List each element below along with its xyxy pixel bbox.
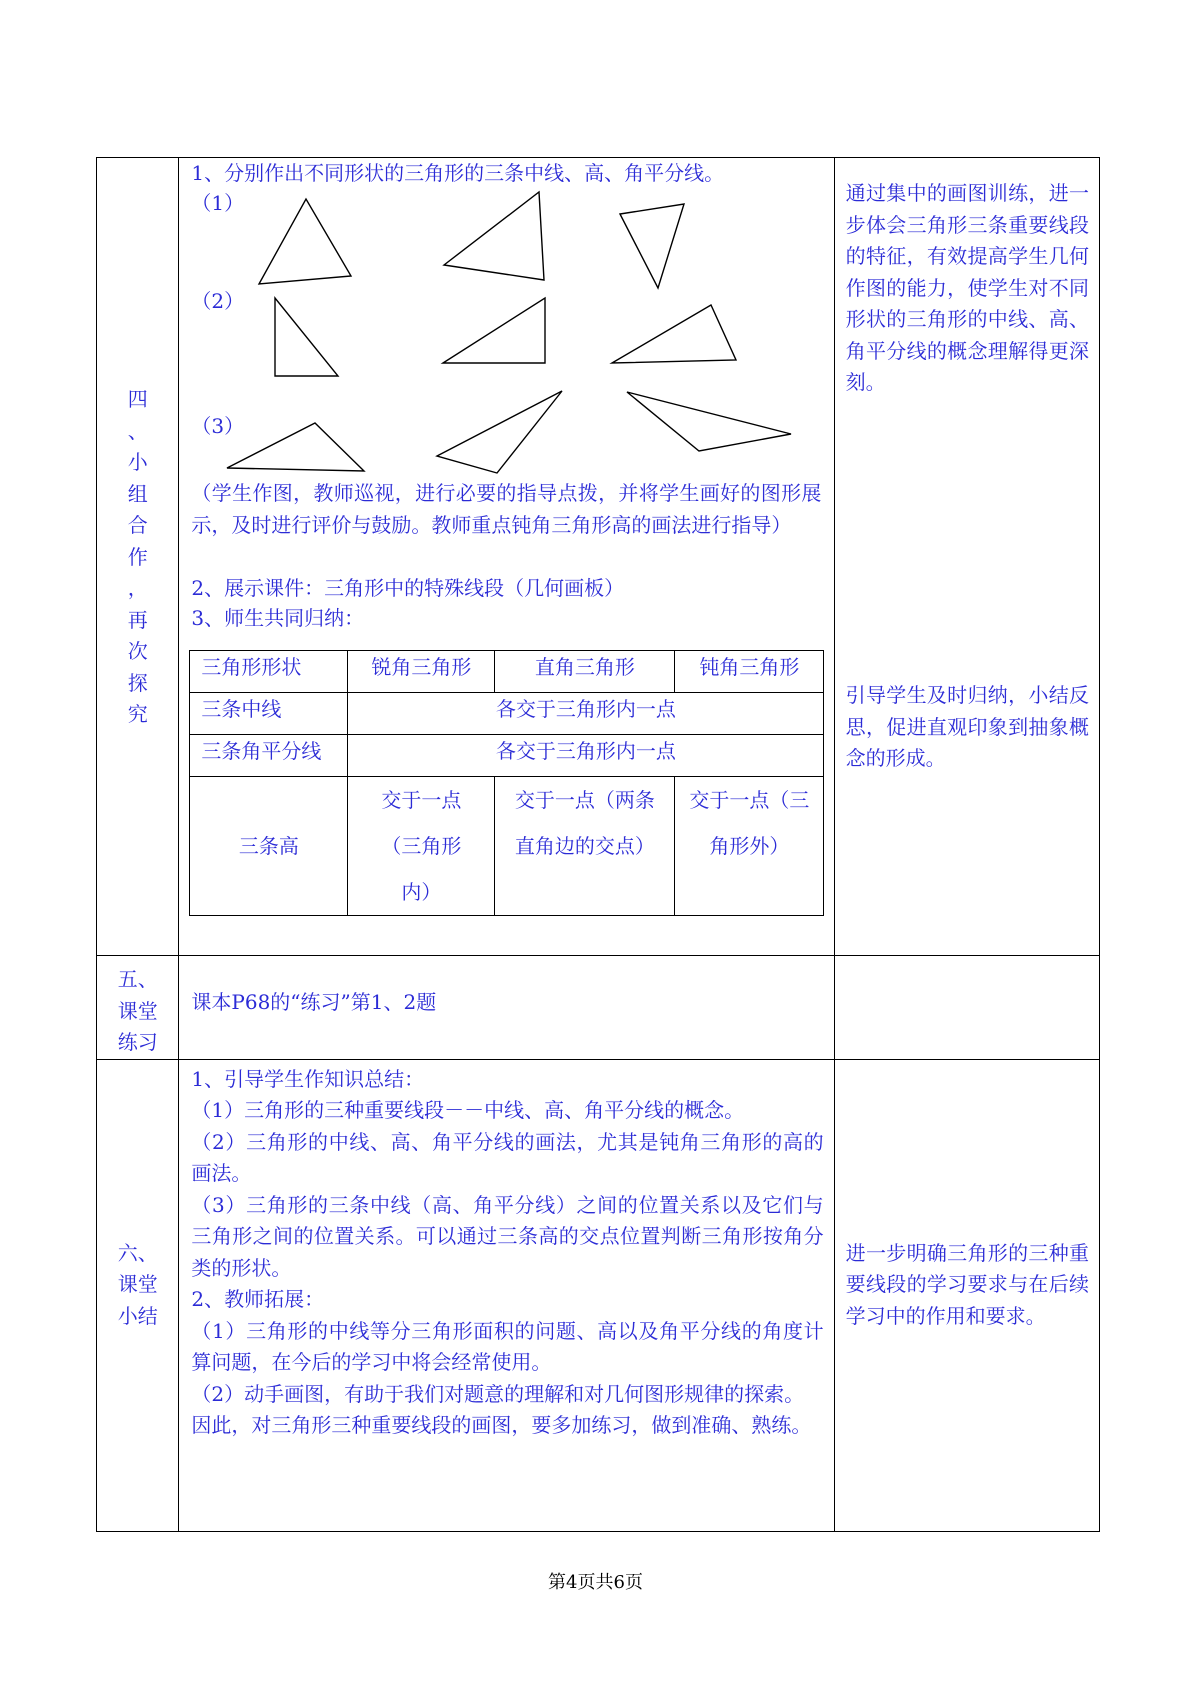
summary-heights-row bbox=[190, 777, 824, 916]
summary-line: 2、教师拓展： bbox=[191, 1287, 325, 1311]
note-clarify: 进一步明确三角形的三种重要线段的学习要求与在后续学习中的作用和要求。 bbox=[845, 1240, 1089, 1328]
task-1-text: 1、分别作出不同形状的三角形的三条中线、高、角平分线。 bbox=[191, 161, 725, 185]
summary-line: （1）三角形的中线等分三角形面积的问题、高以及角平分线的角度计算问题，在今后的学习中将会经常使用。 bbox=[191, 1318, 824, 1374]
summary-bisectors-row bbox=[190, 735, 824, 777]
heights-acute-line: 内） bbox=[401, 880, 442, 904]
heights-acute-line: （三角形 bbox=[381, 834, 462, 858]
task-3-text: 3、师生共同归纳： bbox=[191, 606, 365, 630]
note-drawing-training: 通过集中的画图训练，进一步体会三角形三条重要线段的特征，有效提高学生几何作图的能力，使学生对不同形状的三角形的中线、高、角平分线的概念理解得更深刻。 bbox=[845, 181, 1089, 394]
triangle-obtuse-3 bbox=[227, 423, 364, 471]
summary-line: （2）动手画图，有助于我们对题意的理解和对几何图形规律的探索。 bbox=[191, 1381, 805, 1406]
triangle-acute-1 bbox=[259, 199, 351, 284]
triangle-obtuse-1 bbox=[444, 192, 544, 280]
heights-obtuse bbox=[675, 777, 824, 916]
stage-line: 课堂 bbox=[117, 1272, 158, 1296]
summary-line: （2）三角形的中线、高、角平分线的画法，尤其是钝角三角形的高的画法。 bbox=[191, 1129, 824, 1185]
stage-line: 小结 bbox=[117, 1303, 158, 1328]
stage-line: 五、 bbox=[117, 967, 158, 991]
summary-medians-row bbox=[190, 693, 824, 735]
triangle-right-1 bbox=[275, 298, 338, 376]
bisectors-value: 各交于三角形内一点 bbox=[348, 735, 824, 777]
stage-char: 探 bbox=[127, 670, 148, 695]
page-footer: 第4页共6页 bbox=[548, 1572, 643, 1593]
task-2-text: 2、展示课件：三角形中的特殊线段（几何画板） bbox=[191, 576, 625, 600]
stage-line: 课堂 bbox=[117, 998, 158, 1023]
note-summarize: 引导学生及时归纳，小结反思，促进直观印象到抽象概念的形成。 bbox=[845, 683, 1089, 770]
header-shape: 三角形形状 bbox=[190, 651, 348, 693]
content-cell-6 bbox=[179, 1059, 834, 1531]
triangle-summary-table bbox=[189, 650, 824, 916]
header-obtuse: 钝角三角形 bbox=[675, 651, 824, 693]
summary-line: 1、引导学生作知识总结： bbox=[191, 1066, 425, 1091]
note-cell-6 bbox=[834, 1059, 1099, 1531]
heights-obtuse-line: 交于一点（三 bbox=[689, 788, 810, 812]
stage-label-6 bbox=[97, 1060, 178, 1333]
triangle-acute-2 bbox=[620, 204, 684, 288]
note-cell-5 bbox=[834, 956, 1099, 1060]
row-class-practice bbox=[97, 956, 1100, 1060]
triangle-figures bbox=[179, 158, 831, 478]
row-group-inquiry bbox=[97, 158, 1100, 956]
stage-char: 究 bbox=[127, 702, 148, 726]
heights-acute-line: 交于一点 bbox=[381, 788, 462, 812]
summary-line: 因此，对三角形三种重要线段的画图，要多加练习，做到准确、熟练。 bbox=[191, 1413, 812, 1437]
summary-line: （1）三角形的三种重要线段－－中线、高、角平分线的概念。 bbox=[191, 1098, 745, 1122]
stage-line: 练习 bbox=[117, 1030, 158, 1054]
stage-label-vertical bbox=[97, 158, 178, 731]
triangle-right-2 bbox=[443, 298, 545, 363]
stage-char: 、 bbox=[127, 418, 148, 443]
heights-label: 三条高 bbox=[190, 777, 348, 916]
stage-char: 组 bbox=[127, 481, 148, 506]
stage-char: 小 bbox=[127, 450, 148, 474]
stage-label-5 bbox=[97, 956, 178, 1059]
stage-cell-6 bbox=[97, 1059, 179, 1531]
activity-text: （学生作图，教师巡视，进行必要的指导点拨，并将学生画好的图形展示，及时进行评价与鼓励。教师重点钝角三角形高的画法进行指导） bbox=[191, 481, 822, 537]
stage-cell-5 bbox=[97, 956, 179, 1060]
stage-char: 再 bbox=[127, 607, 148, 632]
stage-char: 四 bbox=[127, 387, 148, 411]
stage-line: 六、 bbox=[117, 1240, 158, 1265]
group-label-3: （3） bbox=[191, 414, 245, 438]
summary-header-row bbox=[190, 651, 824, 693]
content-cell-4 bbox=[179, 158, 834, 956]
group-label-2: （2） bbox=[191, 289, 245, 313]
lesson-plan-table bbox=[96, 157, 1100, 1532]
stage-char: 次 bbox=[127, 639, 148, 663]
bisectors-label: 三条角平分线 bbox=[190, 735, 348, 777]
summary-line: （3）三角形的三条中线（高、角平分线）之间的位置关系以及它们与三角形之间的位置关系。可以通过三条高的交点位置判断三角形按角分类的形状。 bbox=[191, 1192, 824, 1280]
heights-obtuse-line: 角形外） bbox=[709, 834, 790, 858]
heights-acute bbox=[348, 777, 495, 916]
header-acute: 锐角三角形 bbox=[348, 651, 495, 693]
stage-char: 作 bbox=[127, 544, 148, 569]
triangle-obtuse-4 bbox=[437, 391, 562, 473]
row-class-summary bbox=[97, 1059, 1100, 1531]
practice-text: 课本P68的“练习”第1、2题 bbox=[191, 990, 437, 1014]
heights-right-line: 直角边的交点） bbox=[514, 834, 655, 858]
note-cell-4 bbox=[834, 158, 1099, 956]
heights-right-line: 交于一点（两条 bbox=[514, 788, 655, 812]
medians-value: 各交于三角形内一点 bbox=[348, 693, 824, 735]
group-label-1: （1） bbox=[191, 191, 245, 215]
triangle-obtuse-5 bbox=[627, 392, 791, 451]
stage-cell-4 bbox=[97, 158, 179, 956]
header-right: 直角三角形 bbox=[495, 651, 675, 693]
heights-right bbox=[495, 777, 675, 916]
stage-char: ， bbox=[127, 576, 148, 600]
triangle-obtuse-2 bbox=[612, 305, 736, 363]
content-cell-5 bbox=[179, 956, 834, 1060]
medians-label: 三条中线 bbox=[190, 693, 348, 735]
stage-char: 合 bbox=[127, 513, 148, 537]
